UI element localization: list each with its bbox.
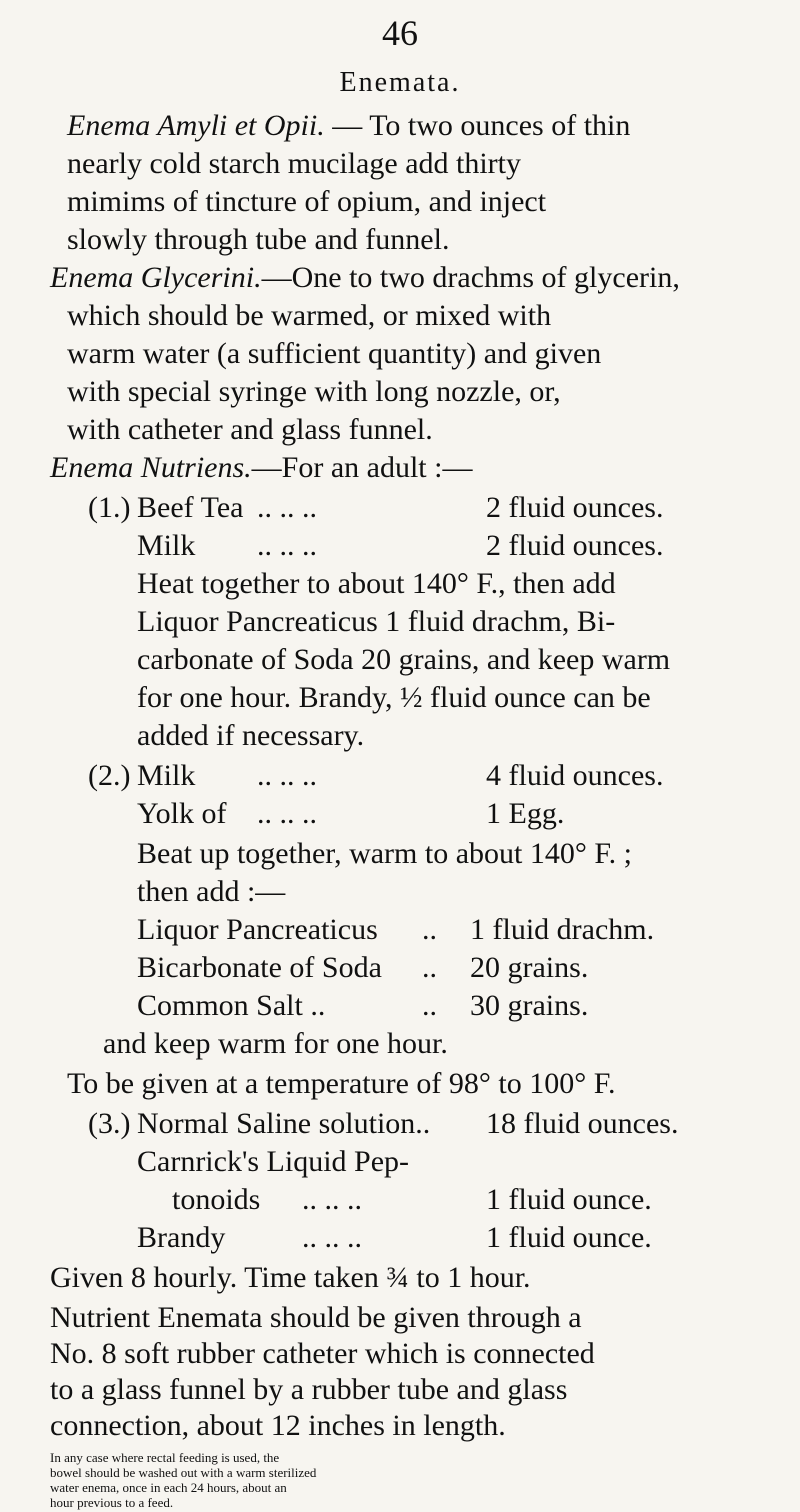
text-line: connection, about 12 inches in length.	[50, 1409, 506, 1442]
ingredient-amount: 1 Egg.	[486, 797, 565, 830]
entry-title: Enema Glycerini.	[50, 261, 262, 294]
section-heading: Enemata.	[339, 67, 461, 98]
ingredient-name: Beef Tea	[137, 491, 244, 524]
text-line: warm water (a sufficient quantity) and given	[67, 337, 602, 370]
addition-amount: 30 grains.	[470, 989, 589, 1022]
text-line: Liquor Pancreaticus 1 fluid drachm, Bi-	[137, 605, 616, 638]
ingredient-name: Brandy	[137, 1221, 226, 1254]
text-line: hour previous to a feed.	[50, 1495, 174, 1510]
entry-enema-amyli	[67, 107, 630, 145]
text-line: with special syringe with long nozzle, or,	[67, 375, 561, 408]
dosage-note: Given 8 hourly. Time taken ¾ to 1 hour.	[50, 1261, 531, 1294]
text-line: which should be warmed, or mixed with	[67, 299, 552, 332]
text-line: water enema, once in each 24 hours, about an	[50, 1480, 287, 1495]
text-line: slowly through tube and funnel.	[67, 223, 450, 256]
text-line: In any case where rectal feeding is used, the	[50, 1450, 280, 1465]
entry-title: Enema Nutriens.	[50, 451, 252, 484]
leader-dots: ..	[422, 913, 437, 946]
addition-amount: 1 fluid drachm.	[470, 913, 655, 946]
entry-text: —One to two drachms of glycerin,	[261, 261, 680, 294]
text-line: bowel should be washed out with a warm sterilized	[50, 1465, 317, 1480]
ingredient-amount: 1 fluid ounce.	[486, 1183, 652, 1216]
text-line: Nutrient Enemata should be given through a	[50, 1301, 582, 1334]
entry-enema-nutriens	[50, 449, 472, 487]
text-line: to a glass funnel by a rubber tube and glass	[50, 1373, 568, 1406]
entry-text: —For an adult :—	[251, 451, 473, 484]
ingredient-amount: 2 fluid ounces.	[486, 491, 664, 524]
ingredient-amount: 4 fluid ounces.	[486, 759, 664, 792]
leader-dots: ..	[422, 951, 437, 984]
recipe-number: (2.)	[88, 759, 131, 792]
addition-name: Liquor Pancreaticus	[137, 913, 378, 946]
ingredient-name: Yolk of	[137, 797, 227, 830]
text-line: Beat up together, warm to about 140° F. ;	[137, 837, 632, 870]
leader-dots: .. .. ..	[302, 1221, 362, 1254]
recipe-number: (3.)	[88, 1107, 131, 1140]
addition-name: Bicarbonate of Soda	[137, 951, 382, 984]
leader-dots: ..	[422, 989, 437, 1022]
ingredient-amount: 1 fluid ounce.	[486, 1221, 652, 1254]
entry-title: Enema Amyli et Opii.	[67, 109, 325, 142]
entry-enema-glycerini	[50, 259, 680, 297]
ingredient-name: tonoids	[172, 1183, 261, 1216]
ingredient-name: Carnrick's Liquid Pep-	[137, 1145, 410, 1178]
text-line: and keep warm for one hour.	[103, 1027, 448, 1060]
leader-dots: .. .. ..	[302, 1183, 362, 1216]
leader-dots: .. .. ..	[257, 529, 317, 562]
text-line: Heat together to about 140° F., then add	[137, 567, 616, 600]
leader-dots: .. .. ..	[257, 491, 317, 524]
ingredient-amount: 18 fluid ounces.	[486, 1107, 679, 1140]
addition-name: Common Salt ..	[137, 989, 326, 1022]
ingredient-name: Normal Saline solution..	[137, 1107, 431, 1140]
text-line: mimims of tincture of opium, and inject	[67, 185, 547, 218]
leader-dots: .. .. ..	[257, 797, 317, 830]
recipe-number: (1.)	[88, 491, 131, 524]
ingredient-name: Milk	[137, 759, 196, 792]
text-line: nearly cold starch mucilage add thirty	[67, 147, 521, 180]
ingredient-name: Milk	[137, 529, 196, 562]
text-line: then add :—	[137, 875, 286, 908]
text-line: carbonate of Soda 20 grains, and keep warm	[137, 643, 671, 676]
ingredient-amount: 2 fluid ounces.	[486, 529, 664, 562]
entry-text: — To two ounces of thin	[324, 109, 631, 142]
text-line: with catheter and glass funnel.	[67, 413, 433, 446]
leader-dots: .. .. ..	[257, 759, 317, 792]
addition-amount: 20 grains.	[470, 951, 589, 984]
page-number: 46	[382, 13, 418, 53]
temperature-note: To be given at a temperature of 98° to 100° F.	[67, 1067, 616, 1100]
text-line: for one hour. Brandy, ½ fluid ounce can be	[137, 681, 651, 714]
text-line: No. 8 soft rubber catheter which is connected	[50, 1337, 595, 1370]
text-line: added if necessary.	[137, 719, 365, 752]
